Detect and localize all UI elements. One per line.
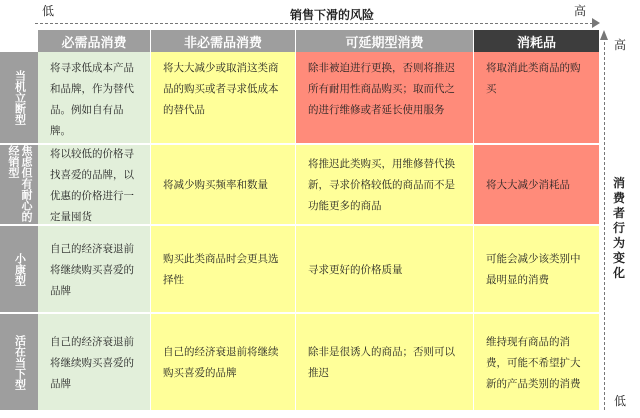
cell-text: 购买此类商品时会更具选择性 xyxy=(163,253,279,286)
cell-text: 维持现有商品的消费，可能不希望扩大新的产品类别的消费 xyxy=(486,335,581,390)
cell-text: 除非被迫进行更换，否则将推迟所有耐用性商品购买；取而代之的进行维修或者延长使用服务 xyxy=(308,62,455,116)
risk-axis-line xyxy=(35,23,593,24)
matrix-cell xyxy=(474,314,600,412)
matrix-cell xyxy=(296,226,474,314)
cell-text: 将以较低的价格寻找喜爱的品牌，以优惠的价格进行一定量囤货 xyxy=(50,147,134,223)
matrix-cell xyxy=(474,226,600,314)
cell-text: 将大大减少消耗品 xyxy=(486,179,570,191)
behavior-axis-low-label: 低 xyxy=(614,394,627,408)
row-header-comfortable xyxy=(0,226,38,314)
matrix-cell xyxy=(151,226,296,314)
row-header-label: 当机立断型 xyxy=(13,70,26,125)
cell-text: 将减少购买频率和数量 xyxy=(163,179,268,191)
risk-axis-arrowhead xyxy=(592,18,600,28)
column-header-consumables: 消耗品 xyxy=(474,30,600,52)
matrix-corner xyxy=(0,30,38,52)
matrix-cell xyxy=(296,145,474,226)
behavior-axis-title: 消费者行为变化 xyxy=(612,176,625,280)
cell-text: 将寻求低成本产品和品牌，作为替代品。例如自有品牌。 xyxy=(50,62,134,137)
cell-text: 可能会减少该类别中最明显的消费 xyxy=(486,253,581,286)
cell-text: 自己的经济衰退前将继续购买喜爱的品牌 xyxy=(163,346,279,379)
row-header-label: 焦虑但有耐心的经销型 xyxy=(7,145,32,222)
cell-text: 将推迟此类购买，用维修替代换新，寻求价格较低的商品而不是功能更多的商品 xyxy=(308,158,455,212)
behavior-axis-line xyxy=(604,42,605,410)
risk-axis-high-label: 高 xyxy=(574,4,587,18)
matrix-cell xyxy=(38,226,151,314)
risk-axis-title: 销售下滑的风险 xyxy=(289,8,374,22)
row-header-decisive xyxy=(0,52,38,145)
row-header-label: 活在当下型 xyxy=(13,334,26,390)
row-header-anxious-patient xyxy=(0,145,38,226)
column-header-deferrable: 可延期型消费 xyxy=(296,30,474,52)
column-header-necessities: 必需品消费 xyxy=(38,30,151,52)
cell-text: 将取消此类商品的购买 xyxy=(486,62,581,95)
cell-text: 除非是很诱人的商品；否则可以推迟 xyxy=(308,346,455,379)
matrix-cell xyxy=(38,145,151,226)
consumer-behavior-matrix xyxy=(0,30,600,412)
row-header-label: 小康型 xyxy=(13,252,26,286)
matrix-cell xyxy=(38,314,151,412)
cell-text: 自己的经济衰退前将继续购买喜爱的品牌 xyxy=(50,335,134,390)
matrix-cell xyxy=(474,145,600,226)
cell-text: 将大大减少或取消这类商品的购买或者寻求低成本的替代品 xyxy=(163,62,279,116)
matrix-cell xyxy=(151,145,296,226)
cell-text: 自己的经济衰退前将继续购买喜爱的品牌 xyxy=(50,242,134,297)
matrix-cell xyxy=(474,52,600,145)
risk-axis-low-label: 低 xyxy=(42,4,55,18)
matrix-cell xyxy=(151,314,296,412)
row-header-live-in-moment xyxy=(0,314,38,412)
matrix-cell xyxy=(296,314,474,412)
cell-text: 寻求更好的价格质量 xyxy=(308,263,403,276)
matrix-cell xyxy=(296,52,474,145)
matrix-cell xyxy=(38,52,151,145)
column-header-non-necessities: 非必需品消费 xyxy=(151,30,296,52)
matrix-cell xyxy=(151,52,296,145)
behavior-axis-high-label: 高 xyxy=(614,38,627,52)
behavior-axis-arrowhead xyxy=(600,30,608,40)
